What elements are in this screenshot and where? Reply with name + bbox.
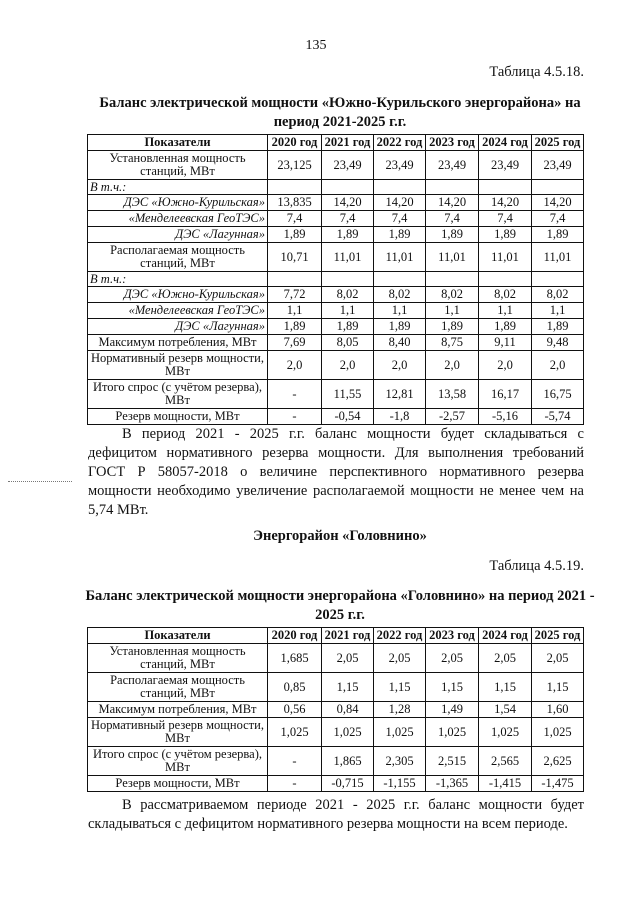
table-cell: 23,49 bbox=[532, 151, 584, 180]
table-cell: 10,71 bbox=[268, 243, 322, 272]
row-label: Располагаемая мощность станций, МВт bbox=[88, 673, 268, 702]
table-cell: -2,57 bbox=[426, 409, 479, 425]
table-cell: 1,54 bbox=[479, 702, 532, 718]
table-cell: -0,54 bbox=[322, 409, 374, 425]
page-number: 135 bbox=[305, 38, 327, 53]
table-cell: 7,4 bbox=[426, 211, 479, 227]
table-cell: 8,02 bbox=[322, 287, 374, 303]
table-cell: - bbox=[268, 776, 322, 792]
table-cell: 1,89 bbox=[479, 319, 532, 335]
table-cell bbox=[532, 180, 584, 195]
table-cell bbox=[479, 180, 532, 195]
table-cell: -1,415 bbox=[479, 776, 532, 792]
table-row bbox=[88, 409, 584, 425]
table-cell: 2,565 bbox=[479, 747, 532, 776]
table-cell: 14,20 bbox=[479, 195, 532, 211]
table-cell: 11,01 bbox=[322, 243, 374, 272]
table-cell: 2,0 bbox=[268, 351, 322, 380]
table-cell: 14,20 bbox=[374, 195, 426, 211]
row-label: Располагаемая мощность станций, МВт bbox=[88, 243, 268, 272]
table-cell: 8,02 bbox=[532, 287, 584, 303]
table-row bbox=[88, 673, 584, 702]
table-cell: 2,0 bbox=[322, 351, 374, 380]
table-cell: 11,01 bbox=[479, 243, 532, 272]
table-cell: 1,15 bbox=[479, 673, 532, 702]
row-label: «Менделеевская ГеоТЭС» bbox=[88, 303, 268, 319]
table-cell: 11,01 bbox=[374, 243, 426, 272]
power-balance-table-south-kuril bbox=[87, 134, 584, 425]
table-cell: 1,025 bbox=[479, 718, 532, 747]
table-cell: 1,15 bbox=[374, 673, 426, 702]
table-cell: 2,05 bbox=[479, 644, 532, 673]
table-cell: - bbox=[268, 747, 322, 776]
table-cell bbox=[532, 272, 584, 287]
row-label: Итого спрос (с учётом резерва), МВт bbox=[88, 747, 268, 776]
table-cell: 2,0 bbox=[426, 351, 479, 380]
table-cell: 2,515 bbox=[426, 747, 479, 776]
row-label: Установленная мощность станций, МВт bbox=[88, 644, 268, 673]
table-row bbox=[88, 151, 584, 180]
table-cell: 0,85 bbox=[268, 673, 322, 702]
table-cell: 8,02 bbox=[426, 287, 479, 303]
table-cell: 16,17 bbox=[479, 380, 532, 409]
table-row bbox=[88, 287, 584, 303]
table-cell: 23,49 bbox=[426, 151, 479, 180]
table-cell: 8,40 bbox=[374, 335, 426, 351]
table-row bbox=[88, 718, 584, 747]
row-label: В т.ч.: bbox=[88, 180, 268, 195]
table-cell: 1,025 bbox=[532, 718, 584, 747]
table-cell: 13,58 bbox=[426, 380, 479, 409]
row-label: Нормативный резерв мощности, МВт bbox=[88, 351, 268, 380]
row-label: ДЭС «Лагунная» bbox=[88, 227, 268, 243]
column-header: 2025 год bbox=[532, 628, 584, 644]
table-cell: 16,75 bbox=[532, 380, 584, 409]
table-cell: - bbox=[268, 380, 322, 409]
table-row bbox=[88, 195, 584, 211]
table-cell: 14,20 bbox=[532, 195, 584, 211]
table-cell: 14,20 bbox=[322, 195, 374, 211]
table-cell: 1,15 bbox=[322, 673, 374, 702]
table-cell: 1,685 bbox=[268, 644, 322, 673]
row-label: ДЭС «Лагунная» bbox=[88, 319, 268, 335]
table-cell: 1,025 bbox=[426, 718, 479, 747]
table-cell: 7,4 bbox=[374, 211, 426, 227]
table-cell: 1,15 bbox=[532, 673, 584, 702]
column-header: 2024 год bbox=[479, 135, 532, 151]
column-header: Показатели bbox=[88, 135, 268, 151]
row-label: Установленная мощность станций, МВт bbox=[88, 151, 268, 180]
table-cell: 1,1 bbox=[426, 303, 479, 319]
column-header: 2024 год bbox=[479, 628, 532, 644]
table-cell bbox=[426, 272, 479, 287]
column-header: 2023 год bbox=[426, 628, 479, 644]
table-cell: -1,365 bbox=[426, 776, 479, 792]
table-cell: 1,15 bbox=[426, 673, 479, 702]
table-cell: 2,0 bbox=[374, 351, 426, 380]
row-label: Максимум потребления, МВт bbox=[88, 702, 268, 718]
table-cell bbox=[374, 272, 426, 287]
table-cell: 1,1 bbox=[374, 303, 426, 319]
table-cell: -0,715 bbox=[322, 776, 374, 792]
table-cell: -1,475 bbox=[532, 776, 584, 792]
table-cell: 2,05 bbox=[374, 644, 426, 673]
table-row bbox=[88, 211, 584, 227]
table-cell: 1,89 bbox=[479, 227, 532, 243]
table-row bbox=[88, 227, 584, 243]
table-cell: 1,025 bbox=[268, 718, 322, 747]
table-cell: 1,89 bbox=[374, 319, 426, 335]
table-cell: 8,75 bbox=[426, 335, 479, 351]
column-header: Показатели bbox=[88, 628, 268, 644]
table-row bbox=[88, 380, 584, 409]
table-cell: 7,4 bbox=[268, 211, 322, 227]
table-cell bbox=[268, 180, 322, 195]
table-cell bbox=[426, 180, 479, 195]
table-cell: 23,125 bbox=[268, 151, 322, 180]
column-header: 2023 год bbox=[426, 135, 479, 151]
table-cell: 14,20 bbox=[426, 195, 479, 211]
table-cell: 12,81 bbox=[374, 380, 426, 409]
table-cell: 1,1 bbox=[532, 303, 584, 319]
table-caption: Таблица 4.5.18. bbox=[489, 64, 584, 80]
table-cell: - bbox=[268, 409, 322, 425]
table-cell: 1,89 bbox=[268, 319, 322, 335]
power-balance-table-golovnino bbox=[87, 627, 584, 792]
row-label: Итого спрос (с учётом резерва), МВт bbox=[88, 380, 268, 409]
table-caption: Таблица 4.5.19. bbox=[489, 558, 584, 574]
table-cell: 7,69 bbox=[268, 335, 322, 351]
table-cell bbox=[322, 180, 374, 195]
table-cell: 1,49 bbox=[426, 702, 479, 718]
table-cell: 11,01 bbox=[532, 243, 584, 272]
table-cell: 11,55 bbox=[322, 380, 374, 409]
table-cell: -5,74 bbox=[532, 409, 584, 425]
table-cell: 1,89 bbox=[532, 319, 584, 335]
table-title: Баланс электрической мощности энергорайона «Головнино» на период 2021 - 2025 г.г. bbox=[85, 588, 595, 623]
column-header: 2021 год bbox=[322, 628, 374, 644]
table-cell: 2,0 bbox=[532, 351, 584, 380]
table-row bbox=[88, 243, 584, 272]
table-cell: 1,28 bbox=[374, 702, 426, 718]
table-row bbox=[88, 335, 584, 351]
table-cell: 1,89 bbox=[322, 319, 374, 335]
table-cell: 7,72 bbox=[268, 287, 322, 303]
table-cell: 1,89 bbox=[426, 227, 479, 243]
table-row bbox=[88, 702, 584, 718]
column-header: 2022 год bbox=[374, 628, 426, 644]
table-row bbox=[88, 319, 584, 335]
table-cell: 1,60 bbox=[532, 702, 584, 718]
table-cell: 1,025 bbox=[374, 718, 426, 747]
margin-mark bbox=[8, 481, 72, 482]
row-label: В т.ч.: bbox=[88, 272, 268, 287]
table-cell: 11,01 bbox=[426, 243, 479, 272]
table-cell: 9,48 bbox=[532, 335, 584, 351]
table-row bbox=[88, 272, 584, 287]
row-label: ДЭС «Южно-Курильская» bbox=[88, 287, 268, 303]
row-label: «Менделеевская ГеоТЭС» bbox=[88, 211, 268, 227]
table-row bbox=[88, 303, 584, 319]
row-label: Нормативный резерв мощности, МВт bbox=[88, 718, 268, 747]
table-cell: 2,625 bbox=[532, 747, 584, 776]
column-header: 2025 год bbox=[532, 135, 584, 151]
table-title: Баланс электрической мощности «Южно-Курильского энергорайона» на период 2021-2025 г.г. bbox=[99, 95, 581, 130]
table-cell bbox=[374, 180, 426, 195]
table-cell: -1,8 bbox=[374, 409, 426, 425]
table-cell: 1,025 bbox=[322, 718, 374, 747]
column-header: 2020 год bbox=[268, 135, 322, 151]
table-cell: 1,1 bbox=[479, 303, 532, 319]
paragraph-text: В рассматриваемом периоде 2021 - 2025 г.г. баланс мощности будет складываться с дефицитом нормативного резерва мощности на всем периоде. bbox=[88, 797, 584, 832]
table-cell: 1,89 bbox=[374, 227, 426, 243]
table-cell: 23,49 bbox=[374, 151, 426, 180]
table-cell: 1,89 bbox=[426, 319, 479, 335]
table-cell: 23,49 bbox=[479, 151, 532, 180]
table-row bbox=[88, 644, 584, 673]
section-heading: Энергорайон «Головнино» bbox=[253, 528, 427, 544]
table-cell bbox=[479, 272, 532, 287]
table-row bbox=[88, 180, 584, 195]
table-cell: 2,0 bbox=[479, 351, 532, 380]
table-cell: 2,05 bbox=[322, 644, 374, 673]
table-cell: 1,1 bbox=[268, 303, 322, 319]
table-cell: 9,11 bbox=[479, 335, 532, 351]
row-label: Резерв мощности, МВт bbox=[88, 409, 268, 425]
table-cell: 1,1 bbox=[322, 303, 374, 319]
row-label: Резерв мощности, МВт bbox=[88, 776, 268, 792]
table-cell: 1,89 bbox=[268, 227, 322, 243]
table-cell: 8,05 bbox=[322, 335, 374, 351]
table-cell: 7,4 bbox=[322, 211, 374, 227]
table-cell: 8,02 bbox=[479, 287, 532, 303]
table-cell: -5,16 bbox=[479, 409, 532, 425]
table-row bbox=[88, 747, 584, 776]
table-cell: 13,835 bbox=[268, 195, 322, 211]
table-cell: 0,56 bbox=[268, 702, 322, 718]
row-label: Максимум потребления, МВт bbox=[88, 335, 268, 351]
table-row bbox=[88, 351, 584, 380]
table-cell: 1,89 bbox=[322, 227, 374, 243]
column-header: 2021 год bbox=[322, 135, 374, 151]
table-cell: 7,4 bbox=[532, 211, 584, 227]
table-cell bbox=[322, 272, 374, 287]
table-cell: 2,05 bbox=[532, 644, 584, 673]
table-cell: 2,305 bbox=[374, 747, 426, 776]
table-cell: -1,155 bbox=[374, 776, 426, 792]
table-cell: 1,865 bbox=[322, 747, 374, 776]
table-cell: 23,49 bbox=[322, 151, 374, 180]
table-cell: 1,89 bbox=[532, 227, 584, 243]
table-cell: 2,05 bbox=[426, 644, 479, 673]
column-header: 2020 год bbox=[268, 628, 322, 644]
paragraph-text: В период 2021 - 2025 г.г. баланс мощности будет складываться с дефицитом нормативного резерва мощности. Для выполнения требований ГОСТ Р 58057-2018 о величине перспективного нормативного резерва мощности необходимо увеличение располагаемой мощности не менее чем на 5,74 МВт. bbox=[88, 426, 584, 518]
table-cell bbox=[268, 272, 322, 287]
column-header: 2022 год bbox=[374, 135, 426, 151]
table-row bbox=[88, 776, 584, 792]
table-cell: 8,02 bbox=[374, 287, 426, 303]
table-cell: 7,4 bbox=[479, 211, 532, 227]
row-label: ДЭС «Южно-Курильская» bbox=[88, 195, 268, 211]
table-cell: 0,84 bbox=[322, 702, 374, 718]
